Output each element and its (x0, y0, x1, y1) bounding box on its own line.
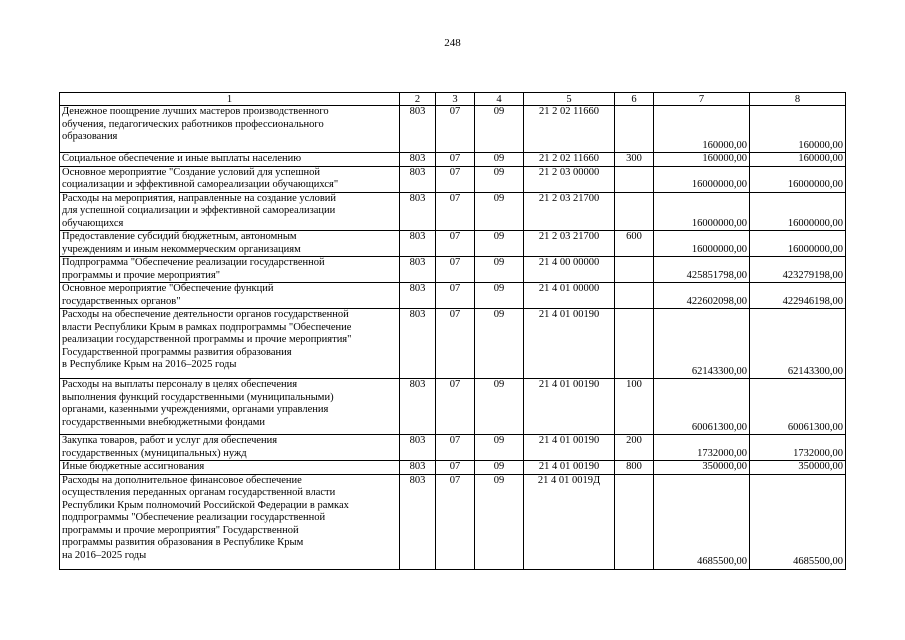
row-name: Основное мероприятие "Создание условий для успешной социализации и эффективной самореализации обучающихся" (60, 166, 400, 192)
table-row (60, 257, 846, 283)
column-header-6: 6 (615, 93, 654, 106)
row-expense-type (615, 474, 654, 569)
row-subsection-code: 09 (475, 474, 524, 569)
table-body (60, 106, 846, 570)
row-name: Иные бюджетные ассигнования (60, 461, 400, 475)
row-target-article: 21 4 01 00000 (524, 283, 615, 309)
table-row (60, 309, 846, 379)
row-target-article: 21 4 01 00190 (524, 435, 615, 461)
row-expense-type: 800 (615, 461, 654, 475)
row-name: Предоставление субсидий бюджетным, автономным учреждениям и иным некоммерческим организациям (60, 231, 400, 257)
row-amount-col7: 1732000,00 (654, 435, 750, 461)
row-amount-col7: 60061300,00 (654, 379, 750, 435)
row-amount-col8: 4685500,00 (750, 474, 846, 569)
row-amount-col7: 350000,00 (654, 461, 750, 475)
row-ministry-code: 803 (400, 461, 436, 475)
row-ministry-code: 803 (400, 435, 436, 461)
row-name: Закупка товаров, работ и услуг для обеспечения государственных (муниципальных) нужд (60, 435, 400, 461)
row-expense-type: 200 (615, 435, 654, 461)
row-amount-col7: 160000,00 (654, 153, 750, 167)
row-ministry-code: 803 (400, 106, 436, 153)
row-name: Расходы на дополнительное финансовое обеспечение осуществления переданных органам государственной власти Республики Крым полномочий Российской Федерации в рамках подпрограммы "Обеспечение реализации государственной программы и прочие мероприятия" Государственной программы развития образования в Республике Крым на 2016–2025 годы (60, 474, 400, 569)
row-target-article: 21 2 03 21700 (524, 231, 615, 257)
row-target-article: 21 2 02 11660 (524, 153, 615, 167)
row-section-code: 07 (436, 309, 475, 379)
row-section-code: 07 (436, 106, 475, 153)
row-ministry-code: 803 (400, 474, 436, 569)
row-ministry-code: 803 (400, 257, 436, 283)
row-target-article: 21 2 02 11660 (524, 106, 615, 153)
row-name: Подпрограмма "Обеспечение реализации государственной программы и прочие мероприятия" (60, 257, 400, 283)
row-name: Денежное поощрение лучших мастеров производственного обучения, педагогических работников профессионального образования (60, 106, 400, 153)
row-subsection-code: 09 (475, 166, 524, 192)
row-section-code: 07 (436, 283, 475, 309)
row-expense-type (615, 283, 654, 309)
row-subsection-code: 09 (475, 106, 524, 153)
row-target-article: 21 4 01 00190 (524, 379, 615, 435)
row-section-code: 07 (436, 257, 475, 283)
row-amount-col8: 160000,00 (750, 106, 846, 153)
row-name: Социальное обеспечение и иные выплаты населению (60, 153, 400, 167)
table-row (60, 283, 846, 309)
column-header-4: 4 (475, 93, 524, 106)
row-section-code: 07 (436, 166, 475, 192)
row-amount-col8: 16000000,00 (750, 231, 846, 257)
row-expense-type (615, 257, 654, 283)
row-name: Расходы на выплаты персоналу в целях обеспечения выполнения функций государственными (муниципальными) органами, казенными учреждениями, органами управления государственными внебюджетными фондами (60, 379, 400, 435)
row-target-article: 21 4 01 00190 (524, 461, 615, 475)
table-row (60, 166, 846, 192)
row-expense-type: 600 (615, 231, 654, 257)
row-target-article: 21 4 00 00000 (524, 257, 615, 283)
row-amount-col8: 422946198,00 (750, 283, 846, 309)
column-header-5: 5 (524, 93, 615, 106)
table-row (60, 231, 846, 257)
row-section-code: 07 (436, 435, 475, 461)
row-amount-col8: 62143300,00 (750, 309, 846, 379)
row-amount-col8: 16000000,00 (750, 192, 846, 231)
row-amount-col7: 160000,00 (654, 106, 750, 153)
row-expense-type (615, 192, 654, 231)
row-amount-col8: 160000,00 (750, 153, 846, 167)
row-subsection-code: 09 (475, 257, 524, 283)
row-subsection-code: 09 (475, 231, 524, 257)
row-ministry-code: 803 (400, 283, 436, 309)
row-subsection-code: 09 (475, 283, 524, 309)
row-amount-col7: 16000000,00 (654, 192, 750, 231)
table-row (60, 153, 846, 167)
row-subsection-code: 09 (475, 153, 524, 167)
row-subsection-code: 09 (475, 192, 524, 231)
row-subsection-code: 09 (475, 379, 524, 435)
table-row (60, 192, 846, 231)
row-amount-col7: 4685500,00 (654, 474, 750, 569)
row-amount-col7: 425851798,00 (654, 257, 750, 283)
row-subsection-code: 09 (475, 309, 524, 379)
row-section-code: 07 (436, 153, 475, 167)
row-amount-col7: 16000000,00 (654, 166, 750, 192)
row-ministry-code: 803 (400, 153, 436, 167)
row-expense-type: 100 (615, 379, 654, 435)
row-amount-col8: 16000000,00 (750, 166, 846, 192)
row-section-code: 07 (436, 461, 475, 475)
row-name: Расходы на обеспечение деятельности органов государственной власти Республики Крым в рамках подпрограммы "Обеспечение реализации государственной программы и прочие мероприятия" Государственной программы развития образования в Республике Крым на 2016–2025 годы (60, 309, 400, 379)
row-section-code: 07 (436, 379, 475, 435)
row-expense-type (615, 166, 654, 192)
table-row (60, 379, 846, 435)
row-target-article: 21 4 01 00190 (524, 309, 615, 379)
row-ministry-code: 803 (400, 192, 436, 231)
row-amount-col7: 422602098,00 (654, 283, 750, 309)
row-name: Основное мероприятие "Обеспечение функций государственных органов" (60, 283, 400, 309)
column-header-8: 8 (750, 93, 846, 106)
row-ministry-code: 803 (400, 309, 436, 379)
row-amount-col8: 1732000,00 (750, 435, 846, 461)
row-name: Расходы на мероприятия, направленные на создание условий для успешной социализации и эффективной самореализации обучающихся (60, 192, 400, 231)
row-subsection-code: 09 (475, 435, 524, 461)
row-section-code: 07 (436, 231, 475, 257)
row-section-code: 07 (436, 474, 475, 569)
row-amount-col8: 60061300,00 (750, 379, 846, 435)
row-target-article: 21 4 01 0019Д (524, 474, 615, 569)
table-row (60, 435, 846, 461)
row-subsection-code: 09 (475, 461, 524, 475)
row-target-article: 21 2 03 21700 (524, 192, 615, 231)
column-header-3: 3 (436, 93, 475, 106)
row-ministry-code: 803 (400, 231, 436, 257)
table-header-row (60, 93, 846, 106)
row-amount-col8: 350000,00 (750, 461, 846, 475)
column-header-2: 2 (400, 93, 436, 106)
column-header-1: 1 (60, 93, 400, 106)
page-number: 248 (444, 37, 461, 49)
row-section-code: 07 (436, 192, 475, 231)
row-target-article: 21 2 03 00000 (524, 166, 615, 192)
row-amount-col7: 62143300,00 (654, 309, 750, 379)
row-amount-col8: 423279198,00 (750, 257, 846, 283)
row-expense-type: 300 (615, 153, 654, 167)
table-row (60, 106, 846, 153)
budget-table (59, 92, 846, 570)
row-ministry-code: 803 (400, 166, 436, 192)
row-ministry-code: 803 (400, 379, 436, 435)
table-row (60, 461, 846, 475)
row-expense-type (615, 106, 654, 153)
column-header-7: 7 (654, 93, 750, 106)
row-amount-col7: 16000000,00 (654, 231, 750, 257)
table-row (60, 474, 846, 569)
row-expense-type (615, 309, 654, 379)
